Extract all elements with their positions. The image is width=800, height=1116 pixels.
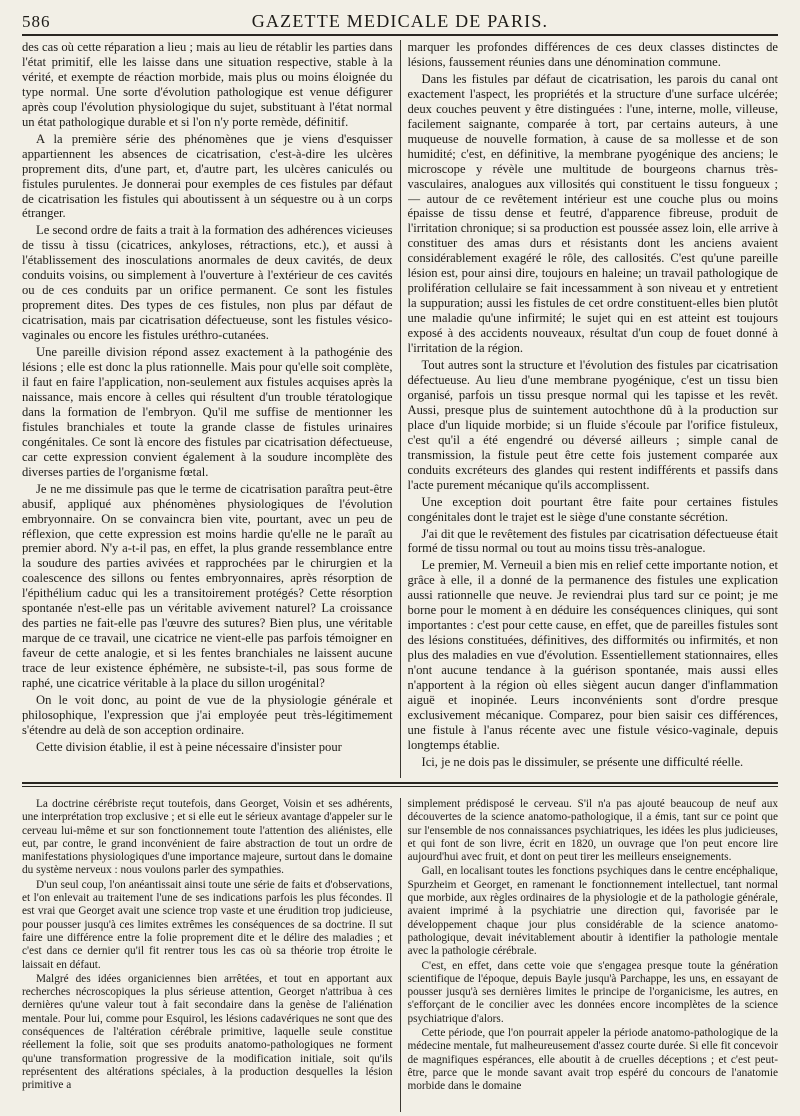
paragraph: C'est, en effet, dans cette voie que s'engagea presque toute la génération scientifique de l'époque, depuis Bayle jusqu'à Parchappe, les uns, en essayant de pousser jusqu'à ses dernières limites le principe de l'organicisme, les autres, en s'efforçant de le concilier avec les données encore incomplètes de la science psychiatrique d'alors. bbox=[407, 959, 778, 1025]
paragraph: On le voit donc, au point de vue de la physiologie générale et philosophique, l'expression que j'ai employée peut très-légitimement s'étendre au delà de son acception ordinaire. bbox=[22, 692, 393, 737]
article-right-column bbox=[408, 40, 779, 778]
paragraph: marquer les profondes différences de ces deux classes distinctes de lésions, faussement réunies dans une dénomination commune. bbox=[407, 40, 778, 69]
paragraph: des cas où cette réparation a lieu ; mais au lieu de rétablir les parties dans l'état primitif, elle les laisse dans une situation respective, stable à la vérité, et exempte de réaction morbide, mais plus ou moins éloignée du type normal. Une sorte d'évolution pathologique est venue défigurer après coup l'évolution physiologique du sujet, substituant à l'état normal un état pathologique durable et si l'on n'y porte remède, définitif. bbox=[22, 40, 393, 129]
paragraph: Le premier, M. Verneuil a bien mis en relief cette importante notion, et grâce à elle, il a donné de la permanence des fistules une explication aussi rationnelle que neuve. Je reviendrai plus tard sur ce point; je me borne pour le moment à en déduire les conséquences cliniques, qui sont importantes : c'est pour cette cause, en effet, que de pareilles fistules sont des lésions constituées, définitives, des difformités ou infirmités, et non plus des maladies en vue d'évolution. Essentiellement stationnaires, elles n'ont aucune tendance à la guérison spontanée, mais aussi elles n'apportent à la région où elles siègent aucun danger d'inflammation aiguë et inopinée. Leurs inconvénients sont d'ordre presque exclusivement mécanique. Comparez, pour bien saisir ces différences, une fistule à l'anus récente avec une fistule vésico-vaginale, depuis longtemps établie. bbox=[407, 558, 778, 752]
paragraph: Dans les fistules par défaut de cicatrisation, les parois du canal ont exactement l'aspect, les propriétés et la structure d'une surface ulcérée; deux couches peuvent y être distinguées : l'une, interne, molle, villeuse, facilement saignante, comparée à tort, par certains auteurs, à une muqueuse de nouvelle formation, à cause de sa mollesse et de son humidité; c'est, en définitive, la membrane pyogénique des anciens; le microscope y révèle une multitude de bourgeons charnus très-vasculaires, analogues aux villosités qui constituent le tissu fongueux ; — autour de ce revêtement intérieur est une couche plus ou moins épaisse de tissu dense et feutré, d'apparence fibreuse, produit de l'irritation chronique; si sa production est poussée assez loin, elle arrive à constituer des amas durs et résistants dont les anciens avaient considérablement exagéré le rôle, des callosités. C'est qu'une pareille lésion est, pour ainsi dire, toujours en haleine; un travail pathologique de prolifération cellulaire se fait incessamment à son niveau et y entretient la suppuration; aussi les fistules de cet ordre constituent-elles bien plutôt une maladie qu'une infirmité; le sujet qui en est atteint est toujours exposé à des accidents nouveaux, résultat d'un coup de fouet donné à l'irritation de la région. bbox=[407, 71, 778, 356]
paragraph: La doctrine cérébriste reçut toutefois, dans Georget, Voisin et ses adhérents, une interprétation trop exclusive ; et si elle eut le sérieux avantage d'appeler sur le cerveau lui-même et sur son fonctionnement toute l'attention des aliénistes, elle eut, par contre, le grand inconvénient de faire abstraction de tout un ordre de manifestations physiologiques d'une importance majeure, surtout dans le domaine du système nerveux : nous voulons parler des sympathies. bbox=[22, 798, 393, 877]
feuilleton-section bbox=[22, 798, 778, 1112]
paragraph: Tout autres sont la structure et l'évolution des fistules par cicatrisation défectueuse. Au lieu d'une membrane pyogénique, c'est un tissu bien organisé, parfois un tissu presque normal qui les tapisse et les revêt. Aussi, presque plus de suintement autochthone dû à la production sur place d'un liquide morbide; si un fluide s'écoule par l'orifice fistuleux, c'est qu'il a été engendré ou déversé ailleurs ; simple canal de transmission, la fistule peut être cette fois justement comparée aux conduits excréteurs des glandes qui restent indifférents et passifs dans l'acte purement mécanique qu'ils accomplissent. bbox=[407, 358, 778, 492]
paragraph: Une pareille division répond assez exactement à la pathogénie des lésions ; elle est donc la plus rationnelle. Mais pour qu'elle soit complète, il faut en faire l'application, non-seulement aux fistules acquises après la naissance, mais encore à celles qui résultent d'un trouble tératologique dans la formation de l'embryon. Qu'il me suffise de mentionner les fistules branchiales et toute la grande classe de fistules urinaires congénitales. Ce sont là encore des fistules par cicatrisation défectueuse, car cette expression convient également à la soudure incomplète des diverses parties de l'organisme fœtal. bbox=[22, 345, 393, 479]
column-divider bbox=[400, 798, 401, 1112]
header-rule bbox=[22, 34, 778, 36]
article-left-column bbox=[22, 40, 393, 778]
paragraph: Une exception doit pourtant être faite pour certaines fistules congénitales dont le trajet est le siège d'une constante sécrétion. bbox=[407, 494, 778, 524]
paragraph: Malgré des idées organiciennes bien arrêtées, et tout en apportant aux recherches nécroscopiques la plus sérieuse attention, Georget n'attribua à ces dernières qu'une valeur tout à fait secondaire dans la genèse de l'aliénation mentale. Pour lui, comme pour Esquirol, les lésions cadavériques ne sont que des conséquences de l'altération cérébrale primitive, laquelle seule constitue réellement la folie, soit que ses produits anatomo-pathologiques ne forment qu'une transformation progressive de la modification initiale, soit qu'ils représentent des altérations spéciales, à la production desquelles la lésion primitive a bbox=[22, 972, 393, 1092]
feuilleton-left-column bbox=[22, 798, 393, 1112]
paragraph: Ici, je ne dois pas le dissimuler, se présente une difficulté réelle. bbox=[421, 754, 744, 769]
paragraph: simplement prédisposé le cerveau. S'il n'a pas ajouté beaucoup de neuf aux découvertes de la science anatomo-pathologique, il a émis, tant sur ce point que sur l'ensemble de nos connaissances psychiatriques, les idées les plus judicieuses, et qui font de son livre, écrit en 1820, un ouvrage que l'on peut encore lire aujourd'hui avec fruit, et dont on peut tirer les meilleurs enseignements. bbox=[407, 798, 778, 864]
paragraph: J'ai dit que le revêtement des fistules par cicatrisation défectueuse était formé de tissu normal ou tout au moins tissu très-analogue. bbox=[407, 526, 778, 556]
paragraph: Le second ordre de faits a trait à la formation des adhérences vicieuses de tissu à tissu (cicatrices, ankyloses, rétractions, etc.), et aussi à l'établissement des inosculations anormales de deux cavités, de deux conduits voisins, ou simplement à l'ouverture à l'extérieur de ces cavités ou de ces conduits par un orifice permanent. Ce sont les fistules proprement dites. Des types de ces fistules, non plus par défaut de cicatrisation, mais par cicatrisation défectueuse, sont les fistules vésico-vaginales ou encore les fistules uréthro-cutanées. bbox=[22, 223, 393, 343]
paragraph: D'un seul coup, l'on anéantissait ainsi toute une série de faits et d'observations, et l'on enlevait au traitement l'une de ses indications parfois les plus fécondes. Il est vrai que Georget avait une science trop vaste et une érudition trop judicieuse, pour pousser jusqu'à ces limites extrêmes les conséquences de sa doctrine. Il sut faire une différence entre la folie proprement dite et le délire des maladies ; et c'est dans ce dernier qu'il fit rentrer tous les cas où sa théorie trop étroite le laissait en défaut. bbox=[22, 878, 393, 971]
page-number: 586 bbox=[22, 12, 51, 31]
article-section bbox=[22, 40, 778, 778]
column-divider bbox=[400, 40, 401, 778]
page-header bbox=[22, 6, 778, 32]
feuilleton-right-column bbox=[408, 798, 779, 1112]
feuilleton-separator-rule-thin bbox=[22, 786, 778, 787]
feuilleton-separator-rule bbox=[22, 782, 778, 784]
paragraph: Cette division établie, il est à peine nécessaire d'insister pour bbox=[36, 739, 342, 754]
journal-title: GAZETTE MEDICALE DE PARIS. bbox=[251, 11, 549, 31]
paragraph: Je ne me dissimule pas que le terme de cicatrisation paraîtra peut-être abusif, appliqué aux phénomènes physiologiques de l'évolution embryonnaire. On se convaincra bien vite, pourtant, avec un peu de réflexion, que cette expression est moins hardie qu'elle ne le paraît au premier abord. N'y a-t-il pas, en effet, la plus grande ressemblance entre la soudure des parties avivées et rapprochées par le chirurgien et la coalescence des sillons ou fentes embryonnaires, après résorption de l'épithélium caduc qui les a transitoirement protégés? Cette résorption spontanée n'est-elle pas un véritable avivement naturel? La croissance des parties ne fait-elle pas l'œuvre des sutures? Bien plus, une véritable marque de ce travail, une cicatrice ne vient-elle pas parfois témoigner en faveur de cette analogie, et si les fentes branchiales ne laissent aucune trace de leur existence éphémère, ne subsiste-t-il, pas sous forme de raphé, une cicatrice véritable à la place du sillon urogénital? bbox=[22, 481, 393, 691]
paragraph: A la première série des phénomènes que je viens d'esquisser appartiennent les absences de cicatrisation, c'est-à-dire les ulcères proprement dits, d'une part, et, d'autre part, les ulcères caniculés ou fistules purulentes. Je donnerai pour exemples de ces fistules par défaut de cicatrisation les fistules qui aboutissent à un séquestre ou à un corps étranger. bbox=[22, 131, 393, 221]
paragraph: Gall, en localisant toutes les fonctions psychiques dans le centre encéphalique, Spurzheim et Georget, en ramenant le fonctionnement intellectuel, tant normal que morbide, aux règles ordinaires de la physiologie et de la pathologie générale, avaient imprimé à la psychiatrie une direction qui, favorisée par le développement chaque jour plus considérable de la science anatomo-pathologique, devait inévitablement aboutir à identifier la pathologie mentale avec la pathologie cérébrale. bbox=[407, 865, 778, 958]
paragraph: Cette période, que l'on pourrait appeler la période anatomo-pathologique de la médecine mentale, fut malheureusement d'assez courte durée. Si elle fit concevoir de magnifiques espérances, elle aboutit à de cruelles déceptions ; et c'est peut-être, parce que le monde savant avait trop espéré du concours de l'anatomie morbide dans le domaine bbox=[407, 1027, 778, 1093]
